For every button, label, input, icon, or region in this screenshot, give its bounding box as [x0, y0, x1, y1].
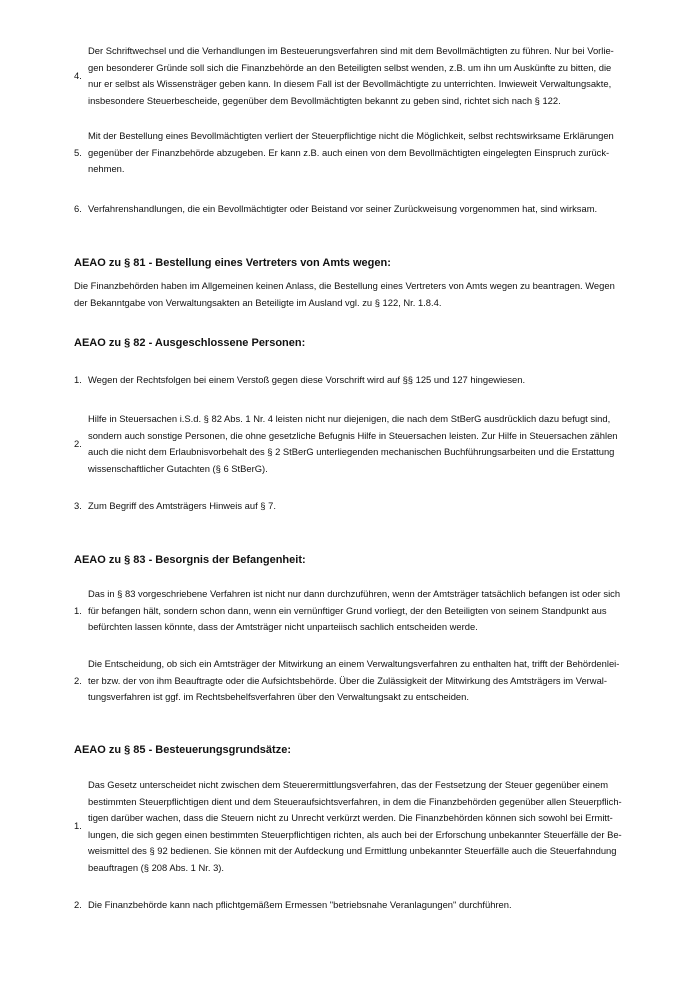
text-line: auch die nicht dem Erlaubnisvorbehalt des § 2 StBerG unterliegenden mechanischen Buchführungsarbeiten und die Erstattung: [88, 446, 615, 457]
text-line: nur er selbst als Wissensträger geben kann. In diesem Fall ist der Bevollmächtigte zu unterrichten. Inwieweit Verwaltungsakte,: [88, 78, 612, 89]
item-text: [88, 656, 634, 706]
text-line: beauftragen (§ 208 Abs. 1 Nr. 3).: [88, 861, 225, 873]
text-line: tungsverfahren ist ggf. im Rechtsbehelfsverfahren über den Verwaltungsakt zu entscheiden.: [88, 691, 469, 702]
item-text: [88, 897, 634, 914]
text-line: Die Entscheidung, ob sich ein Amtsträger der Mitwirkung an einem Verwaltungsverfahren zu enthalten hat, trifft der Behördenlei-: [88, 658, 620, 669]
item-number: 2.: [74, 899, 82, 910]
list-item: [74, 777, 634, 876]
section-heading: AEAO zu § 82 - Ausgeschlossene Personen:: [74, 337, 306, 349]
paragraph: [74, 278, 634, 311]
list-item: [74, 498, 634, 515]
list-item: [74, 897, 634, 914]
list-item: [74, 656, 634, 706]
list-item: [74, 201, 634, 218]
section-heading: AEAO zu § 81 - Bestellung eines Vertreters von Amts wegen:: [74, 257, 391, 269]
text-line: Die Finanzbehörde kann nach pflichtgemäßem Ermessen "betriebsnahe Veranlagungen" durchführen.: [88, 899, 512, 910]
text-line: der Bekanntgabe von Verwaltungsakten an Beteiligte im Ausland vgl. zu § 122, Nr. 1.8.4.: [74, 296, 442, 308]
text-line: nehmen.: [88, 163, 125, 174]
text-line: lungen, die sich gegen einen bestimmten Steuerpflichtigen richten, als auch bei der Erforschung unbekannter Steuerfälle der Be-: [88, 828, 622, 840]
text-line: sondern auch sonstige Personen, die ohne gesetzliche Befugnis Hilfe in Steuersachen leisten. Zur Hilfe in Steuersachen zählen: [88, 429, 618, 441]
text-line: Verfahrenshandlungen, die ein Bevollmächtigter oder Beistand vor seiner Zurückweisung vorgenommen hat, sind wirksam.: [88, 203, 598, 214]
text-line: Zum Begriff des Amtsträgers Hinweis auf § 7.: [88, 500, 276, 511]
item-number: 2.: [74, 674, 82, 686]
text-line: befürchten lassen könnte, dass der Amtsträger nicht unparteiisch sachlich entscheiden werde.: [88, 621, 478, 632]
text-line: wissenschaftlicher Gutachten (§ 6 StBerG).: [88, 462, 268, 474]
text-line: Hilfe in Steuersachen i.S.d. § 82 Abs. 1 Nr. 4 leisten nicht nur diejenigen, die nach dem StBerG ausdrücklich dazu befugt sind,: [88, 413, 611, 424]
item-text: [88, 128, 634, 178]
list-item: [74, 43, 634, 109]
item-text: [88, 411, 634, 477]
text-line: gen besonderer Gründe soll sich die Finanzbehörde an den Beteiligten selbst wenden, z.B. um ihn um Auskünfte zu bitten, die: [88, 61, 612, 73]
item-text: [88, 777, 634, 876]
text-line: bestimmten Steuerpflichtigen dient und dem Steueraufsichtsverfahren, in dem die Finanzbehörden gegenüber allen Steuerpflich-: [88, 795, 622, 807]
item-text: [88, 372, 634, 389]
text-line: Der Schriftwechsel und die Verhandlungen im Besteuerungsverfahren sind mit dem Bevollmächtigten zu führen. Nur bei Vorlie-: [88, 45, 614, 56]
text-line: Wegen der Rechtsfolgen bei einem Verstoß gegen diese Vorschrift wird auf §§ 125 und 127 hingewiesen.: [88, 374, 526, 385]
text-line: tigen darüber wachen, dass die Steuern nicht zu Unrecht verkürzt werden. Die Finanzbehörden können sich sowohl bei Ermitt-: [88, 812, 613, 823]
text-line: für befangen hält, sondern schon dann, wenn ein vernünftiger Grund vorliegt, der den Beteiligten von seinem Standpunkt aus: [88, 604, 607, 616]
text-line: Mit der Bestellung eines Bevollmächtigten verliert der Steuerpflichtige nicht die Möglichkeit, selbst rechtswirksame Erklärungen: [88, 130, 614, 141]
section-heading: AEAO zu § 85 - Besteuerungsgrundsätze:: [74, 744, 291, 756]
list-item: [74, 586, 634, 636]
item-text: [88, 586, 634, 636]
section-heading: AEAO zu § 83 - Besorgnis der Befangenheit:: [74, 554, 306, 566]
text-line: gegenüber der Finanzbehörde abzugeben. Er kann z.B. auch einen von dem Bevollmächtigten eingelegten Einspruch zurück-: [88, 146, 610, 158]
item-number: 1.: [74, 604, 82, 616]
text-line: weismittel des § 92 bedienen. Sie können mit der Aufdeckung und Ermittlung unbekannter Steuerfälle auch die Steuerfahndung: [88, 845, 617, 856]
text-line: ter bzw. der von ihm Beauftragte oder die Aufsichtsbehörde. Über die Zulässigkeit der Mitwirkung des Amtsträgers im Verwal-: [88, 674, 607, 686]
item-text: [88, 498, 634, 515]
item-text: [88, 43, 634, 109]
text-line: Das Gesetz unterscheidet nicht zwischen dem Steuerermittlungsverfahren, das der Festsetzung der Steuer gegenüber einem: [88, 779, 609, 790]
item-number: 1.: [74, 820, 82, 832]
item-number: 2.: [74, 437, 82, 449]
list-item: [74, 411, 634, 477]
text-line: Das in § 83 vorgeschriebene Verfahren ist nicht nur dann durchzuführen, wenn der Amtsträger tatsächlich befangen ist oder sich: [88, 588, 621, 599]
item-number: 5.: [74, 146, 82, 158]
item-number: 1.: [74, 374, 82, 385]
item-text: [88, 201, 634, 218]
item-number: 4.: [74, 69, 82, 81]
item-number: 6.: [74, 203, 82, 214]
list-item: [74, 128, 634, 178]
list-item: [74, 372, 634, 389]
item-number: 3.: [74, 500, 82, 511]
text-line: Die Finanzbehörden haben im Allgemeinen keinen Anlass, die Bestellung eines Vertreters von Amts wegen zu beantragen. Wegen: [74, 280, 615, 291]
text-line: insbesondere Steuerbescheide, gegenüber dem Bevollmächtigten bekannt zu geben sind, richtet sich nach § 122.: [88, 94, 561, 106]
